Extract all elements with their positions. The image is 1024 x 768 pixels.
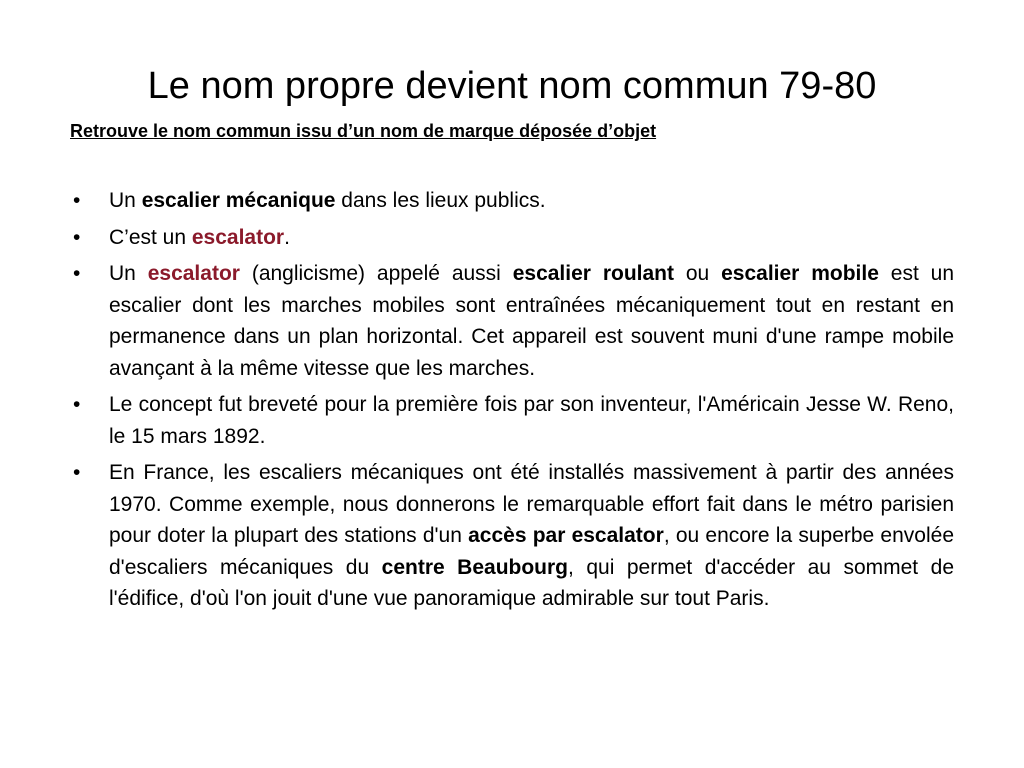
text-run: , qui permet d'accéder au sommet de l'édifice, d'où l'on jouit d'une vue panoramique admirable sur tout Paris. [109,555,954,610]
bullet-item [70,258,954,384]
highlighted-term: escalator [147,262,240,285]
bold-term: accès par escalator [468,524,664,547]
text-run: , ou encore la superbe envolée d'escaliers mécaniques du [109,524,954,579]
text-run: . [284,225,290,249]
bold-term: escalier mécanique [141,189,336,212]
text-run: Un [109,189,142,212]
bold-term: centre Beaubourg [381,555,569,579]
slide-title: Le nom propre devient nom commun 79-80 [147,65,877,107]
text-run: dans les lieux publics. [335,189,546,212]
highlighted-term: escalator [191,225,285,249]
slide-subtitle: Retrouve le nom commun issu d’un nom de marque déposée d’objet [70,121,657,141]
bullet-list [70,185,954,620]
text-run: (anglicisme) appelé aussi [239,262,513,285]
bullet-item [70,389,954,452]
bold-term: escalier mobile [721,262,879,285]
bullet-item [70,457,954,615]
text-run: est un escalier dont les marches mobiles sont entraînées mécaniquement tout en restant en permanence dans un plan horizontal. Cet appareil est souvent muni d'une rampe mobile avançant à la même vitesse que les marches. [109,262,955,380]
bullet-item [70,222,954,254]
bullet-item [70,185,954,217]
bold-term: escalier roulant [512,262,674,285]
text-run: En France, les escaliers mécaniques ont été installés massivement à partir des années 1970. Comme exemple, nous donnerons le remarquable effort fait dans le métro parisien pour doter la plupart des stations d'un [109,461,954,547]
text-run: ou [674,262,722,285]
text-run: C’est un [109,225,192,249]
text-run: Un [109,262,148,285]
text-run: Le concept fut breveté pour la première fois par son inventeur, l'Américain Jesse W. Reno, le 15 mars 1892. [109,393,954,448]
